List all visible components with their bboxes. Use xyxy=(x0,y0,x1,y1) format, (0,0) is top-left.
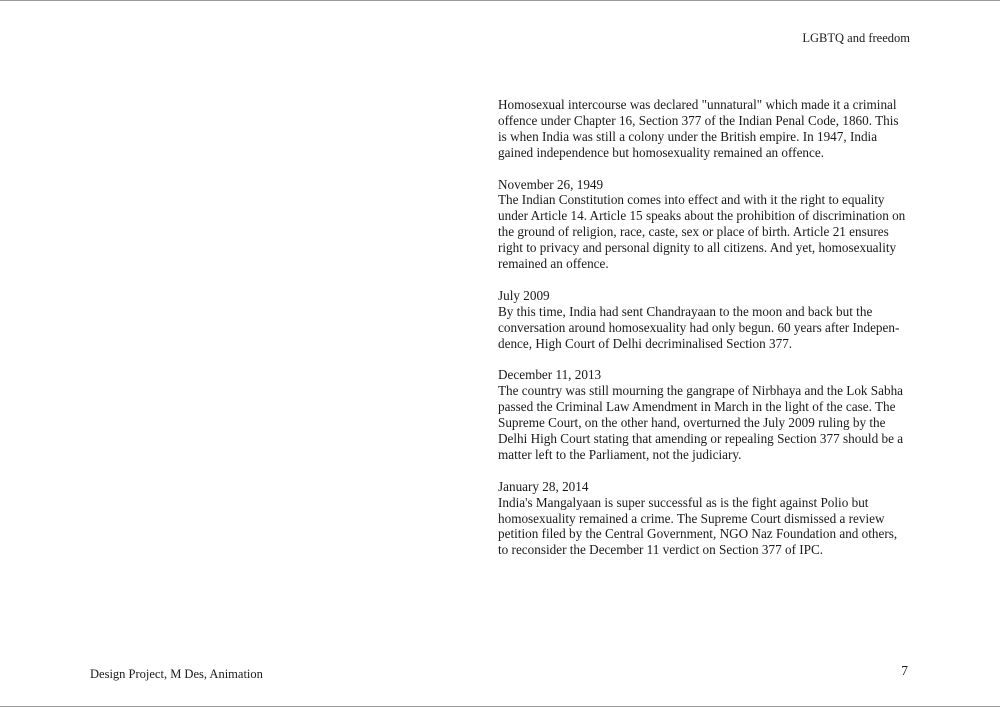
timeline-section-2009 xyxy=(498,288,910,352)
section-line: dence, High Court of Delhi decriminalised Section 377. xyxy=(498,335,793,351)
section-date: December 11, 2013 xyxy=(498,367,602,383)
timeline-section-1949 xyxy=(498,177,910,272)
section-line: petition filed by the Central Government, NGO Naz Foundation and others, xyxy=(498,526,898,542)
timeline-section-2013 xyxy=(498,367,910,462)
section-line: homosexuality remained a crime. The Supreme Court dismissed a review xyxy=(498,510,885,526)
intro-line: Homosexual intercourse was declared "unnatural" which made it a criminal xyxy=(498,97,897,112)
timeline-section-2014 xyxy=(498,479,910,559)
page-top-border xyxy=(0,0,1000,1)
intro-line: offence under Chapter 16, Section 377 of the Indian Penal Code, 1860. This xyxy=(498,112,899,128)
section-line: By this time, India had sent Chandrayaan to the moon and back but the xyxy=(498,303,873,319)
body-column xyxy=(498,97,910,574)
page-number: 7 xyxy=(901,663,908,678)
section-line: Supreme Court, on the other hand, overturned the July 2009 ruling by the xyxy=(498,415,886,431)
section-line: right to privacy and personal dignity to all citizens. And yet, homosexuality xyxy=(498,240,897,256)
section-line: The Indian Constitution comes into effect and with it the right to equality xyxy=(498,192,885,208)
section-line: India's Mangalyaan is super successful as is the fight against Polio but xyxy=(498,494,869,510)
section-line: under Article 14. Article 15 speaks about the prohibition of discrimination on xyxy=(498,208,906,224)
section-line: passed the Criminal Law Amendment in March in the light of the case. The xyxy=(498,399,896,415)
section-line: matter left to the Parliament, not the judiciary. xyxy=(498,446,742,462)
section-line: to reconsider the December 11 verdict on Section 377 of IPC. xyxy=(498,542,824,558)
section-line: conversation around homosexuality had only begun. 60 years after Indepen- xyxy=(498,319,900,335)
running-header: LGBTQ and freedom xyxy=(802,31,910,45)
section-line: remained an offence. xyxy=(498,256,609,272)
intro-paragraph xyxy=(498,97,910,161)
section-line: The country was still mourning the gangrape of Nirbhaya and the Lok Sabha xyxy=(498,383,904,399)
section-line: Delhi High Court stating that amending or repealing Section 377 should be a xyxy=(498,430,904,446)
footer-project-label: Design Project, M Des, Animation xyxy=(90,667,263,681)
section-date: January 28, 2014 xyxy=(498,478,589,494)
intro-line: is when India was still a colony under the British empire. In 1947, India xyxy=(498,128,878,144)
intro-line: gained independence but homosexuality remained an offence. xyxy=(498,144,825,160)
section-date: November 26, 1949 xyxy=(498,176,604,192)
section-line: the ground of religion, race, caste, sex or place of birth. Article 21 ensures xyxy=(498,224,889,240)
section-date: July 2009 xyxy=(498,287,550,303)
